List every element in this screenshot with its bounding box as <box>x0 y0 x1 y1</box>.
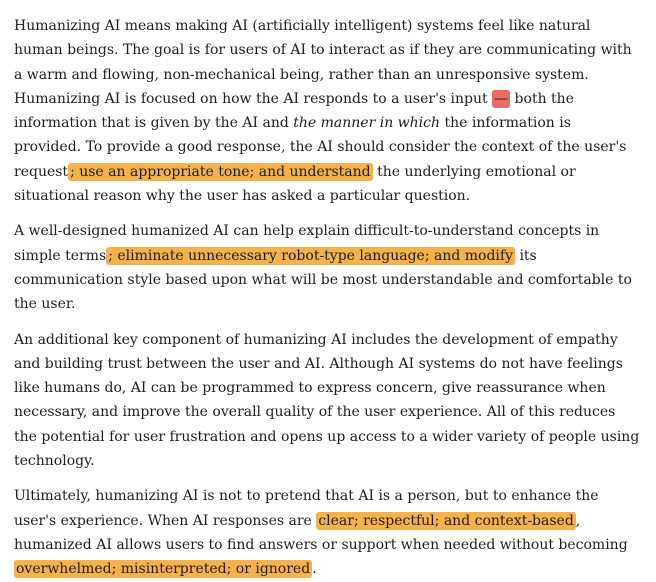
highlight-insertion[interactable]: ; eliminate unnecessary robot-type language; and modify <box>108 247 513 264</box>
emphasis-text: the manner in which <box>293 115 441 132</box>
paragraph-4 <box>14 484 640 581</box>
text-run: . <box>312 561 317 578</box>
highlight-insertion[interactable]: overwhelmed; misinterpreted; or ignored <box>16 561 311 578</box>
text-run: A well-designed humanized AI can help explain difficult-to-understand concepts in simple terms <box>14 223 600 264</box>
text-run: Ultimately, humanizing AI is not to pretend that AI is a person, but to enhance the user's experience. When AI responses are <box>14 488 599 529</box>
text-run: Humanizing AI means making AI (artificially intelligent) systems feel like natural human beings. The goal is for users of AI to interact as if they are communicating with a warm and flowing, non-mechanical being, rather than an unresponsive system. Humanizing AI is focused on how the AI responds to a user's input <box>14 18 632 107</box>
paragraph-3 <box>14 328 640 474</box>
paragraph-2 <box>14 219 640 316</box>
text-run: both the information that is given by the AI and <box>14 90 574 132</box>
highlight-deletion[interactable]: — <box>494 90 509 107</box>
text-run: the underlying emotional or situational reason why the user has asked a particular question. <box>14 163 576 205</box>
paragraph-1 <box>14 14 640 208</box>
text-run: An additional key component of humanizing AI includes the development of empathy and building trust between the user and AI. Although AI systems do not have feelings like humans do, AI can be programmed to express concern, give reassurance when necessary, and improve the overall quality of the user experience. All of this reduces the potential for user frustration and opens up access to a wider variety of people using technology. <box>14 331 640 470</box>
text-run: , humanized AI allows users to find answers or support when needed without becoming <box>14 512 628 553</box>
highlight-insertion[interactable]: ; use an appropriate tone; and understand <box>70 163 371 180</box>
highlight-insertion[interactable]: clear; respectful; and context-based <box>318 512 574 529</box>
text-run: the information is provided. To provide a good response, the AI should consider the context of the user's request <box>14 115 627 180</box>
text-run: its communication style based upon what will be most understandable and comfortable to the user. <box>14 247 632 313</box>
